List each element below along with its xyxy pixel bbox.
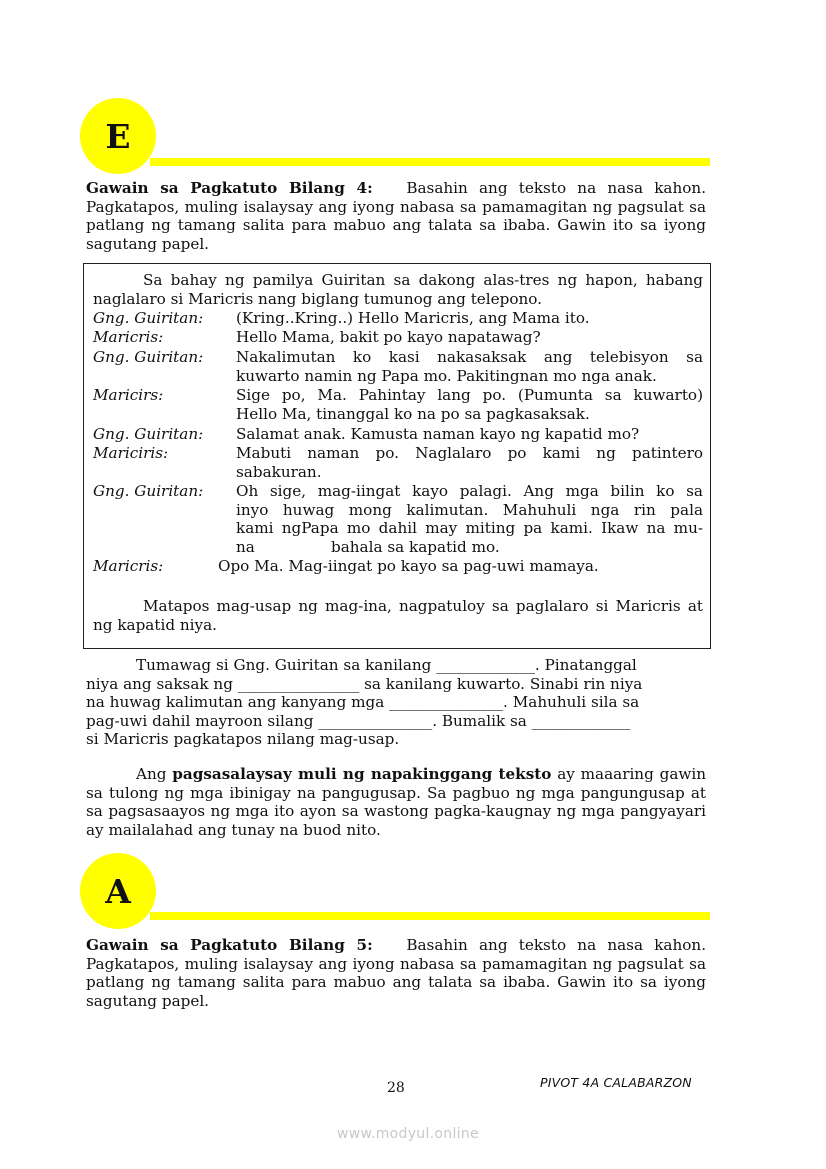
dialogue-speaker: Gng. Guiritan: bbox=[93, 425, 204, 443]
activity-5-instructions bbox=[86, 936, 706, 1010]
dialogue-speaker: Maricirs: bbox=[93, 386, 164, 404]
dialogue-text: Opo Ma. Mag-iingat po kayo sa pag-uwi mamaya. bbox=[218, 557, 599, 575]
summary-rest: ay maaaring gawin sa tulong ng mga ibinigay na pangugusap. Sa pagbuo ng mga pangungusap at sa pagsasaayos ng mga ito ayon sa wastong pagka-kaugnay ng mga pangyayari ay mailalahad ang tunay na buod nito. bbox=[86, 765, 707, 839]
dialogue-text: Sige po, Ma. Pahintay lang po. (Pumunta sa kuwarto) bbox=[236, 386, 703, 404]
fill-in-text: Tumawag si Gng. Guiritan sa kanilang _____________. Pinatanggal bbox=[136, 656, 637, 674]
summary-paragraph bbox=[86, 765, 706, 839]
dialogue-text: (Kring..Kring..) Hello Maricris, ang Mama ito. bbox=[236, 309, 590, 327]
dialogue-text: Salamat anak. Kamusta naman kayo ng kapatid mo? bbox=[236, 425, 640, 443]
fill-in-line: pag-uwi dahil mayroon silang _______________. Bumalik sa _____________ bbox=[86, 711, 631, 730]
section-a-rule bbox=[150, 912, 710, 920]
dialogue-speaker: Gng. Guiritan: bbox=[93, 309, 204, 327]
section-e-badge bbox=[80, 98, 156, 174]
section-a-letter: A bbox=[105, 871, 131, 911]
fill-in-line bbox=[86, 656, 706, 675]
activity-4-instructions bbox=[86, 179, 706, 253]
fill-in-line: niya ang saksak ng ________________ sa kanilang kuwarto. Sinabi rin niya bbox=[86, 674, 643, 693]
fill-in-paragraph bbox=[86, 656, 706, 749]
story-closing: Matapos mag-usap ng mag-ina, nagpatuloy sa paglalaro si Maricris at ng kapatid niya. bbox=[93, 597, 703, 634]
dialogue-speaker: Mariciris: bbox=[93, 444, 169, 462]
page-number: 28 bbox=[387, 1080, 405, 1096]
story-box bbox=[83, 263, 711, 649]
section-e-letter: E bbox=[105, 116, 131, 156]
section-a-badge bbox=[80, 853, 156, 929]
dialogue-speaker: Maricris: bbox=[93, 557, 164, 575]
watermark: www.modyul.online bbox=[337, 1126, 479, 1142]
dialogue-text: inyo huwag mong kalimutan. Mahuhuli nga rin pala bbox=[236, 500, 703, 519]
dialogue-text: na bbox=[236, 537, 255, 556]
dialogue-speaker: Gng. Guiritan: bbox=[93, 348, 204, 366]
story-intro: Sa bahay ng pamilya Guiritan sa dakong alas-tres ng hapon, habang naglalaro si Maricris nang biglang tumunog ang telepono. bbox=[93, 271, 703, 308]
dialogue-text: bahala sa kapatid mo. bbox=[331, 537, 500, 556]
dialogue-text: Hello Mama, bakit po kayo napatawag? bbox=[236, 328, 541, 346]
activity-5-text: Basahin ang teksto na nasa kahon. Pagkatapos, muling isalaysay ang iyong nabasa sa pamamagitan ng pagsulat sa patlang ng tamang salita para mabuo ang talata sa ibaba. Gawin ito sa iyong sagutang papel. bbox=[86, 936, 707, 1010]
dialogue-text: kuwarto namin ng Papa mo. Pakitingnan mo nga anak. bbox=[236, 366, 657, 385]
dialogue-text: Oh sige, mag-iingat kayo palagi. Ang mga bilin ko sa bbox=[236, 482, 703, 500]
dialogue-text: kami ngPapa mo dahil may miting pa kami. Ikaw na mu- bbox=[236, 519, 703, 538]
dialogue-text: Hello Ma, tinanggal ko na po sa pagkasaksak. bbox=[236, 404, 590, 423]
fill-in-line: si Maricris pagkatapos nilang mag-usap. bbox=[86, 730, 400, 749]
activity-4-text: Basahin ang teksto na nasa kahon. Pagkatapos, muling isalaysay ang iyong nabasa sa pamamagitan ng pagsulat sa patlang ng tamang salita para mabuo ang talata sa ibaba. Gawin ito sa iyong sagutang papel. bbox=[86, 179, 707, 253]
dialogue-text: Nakalimutan ko kasi nakasaksak ang telebisyon sa bbox=[236, 348, 703, 366]
section-e-rule bbox=[150, 158, 710, 166]
dialogue-text: sabakuran. bbox=[236, 462, 322, 481]
activity-4-title: Gawain sa Pagkatuto Bilang 4: bbox=[86, 179, 373, 197]
publisher-label: PIVOT 4A CALABARZON bbox=[540, 1075, 692, 1090]
dialogue-text: Mabuti naman po. Naglalaro po kami ng patintero bbox=[236, 444, 703, 462]
dialogue-speaker: Gng. Guiritan: bbox=[93, 482, 204, 500]
summary-lead: Ang bbox=[136, 765, 167, 783]
fill-in-line: na huwag kalimutan ang kanyang mga _______________. Mahuhuli sila sa bbox=[86, 693, 640, 712]
summary-bold: pagsasalaysay muli ng napakinggang teksto bbox=[172, 765, 552, 783]
activity-5-title: Gawain sa Pagkatuto Bilang 5: bbox=[86, 936, 373, 954]
dialogue-speaker: Maricris: bbox=[93, 328, 164, 346]
